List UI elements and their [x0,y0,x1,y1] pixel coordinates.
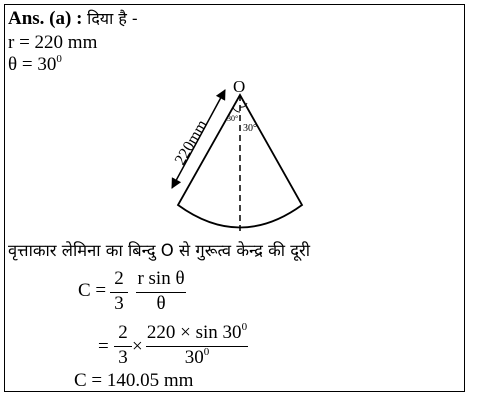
subst-denominator [146,347,248,369]
subst-numerator [146,322,248,344]
formula-numerator: r sin θ [137,268,185,289]
subst-den-sup: 0 [203,346,210,358]
formula-three: 3 [114,293,124,314]
formula-denominator: θ [156,293,166,314]
theta-main: θ = 30 [8,54,57,75]
answer-label: Ans. (a) : [8,8,83,29]
subst-two: 2 [118,322,128,343]
result: C = 140.05 mm [74,370,194,391]
radius-given: r = 220 mm [8,32,98,53]
subst-times: × [132,336,143,357]
formula-two: 2 [114,268,124,289]
length-label: 220mm [171,117,211,168]
angle-label-small: 30° [227,114,239,123]
subst-den-main: 30 [184,347,204,368]
subst-eq: = [98,336,109,357]
subst-num-main: 220 × sin 30 [146,322,242,343]
left-angle-arc [233,108,240,112]
given-label: दिया है - [87,9,138,28]
theta-degree: 0 [56,53,62,65]
angle-label-right: 30° [243,123,257,134]
formula-c-eq: C = [78,280,107,301]
subst-three: 3 [118,347,128,368]
subst-num-sup: 0 [241,321,248,333]
point-o-label: O [233,77,246,96]
statement: वृत्ताकार लेमिना का बिन्दु O से गुरूत्व केन्द्र की दूरी [8,241,311,260]
